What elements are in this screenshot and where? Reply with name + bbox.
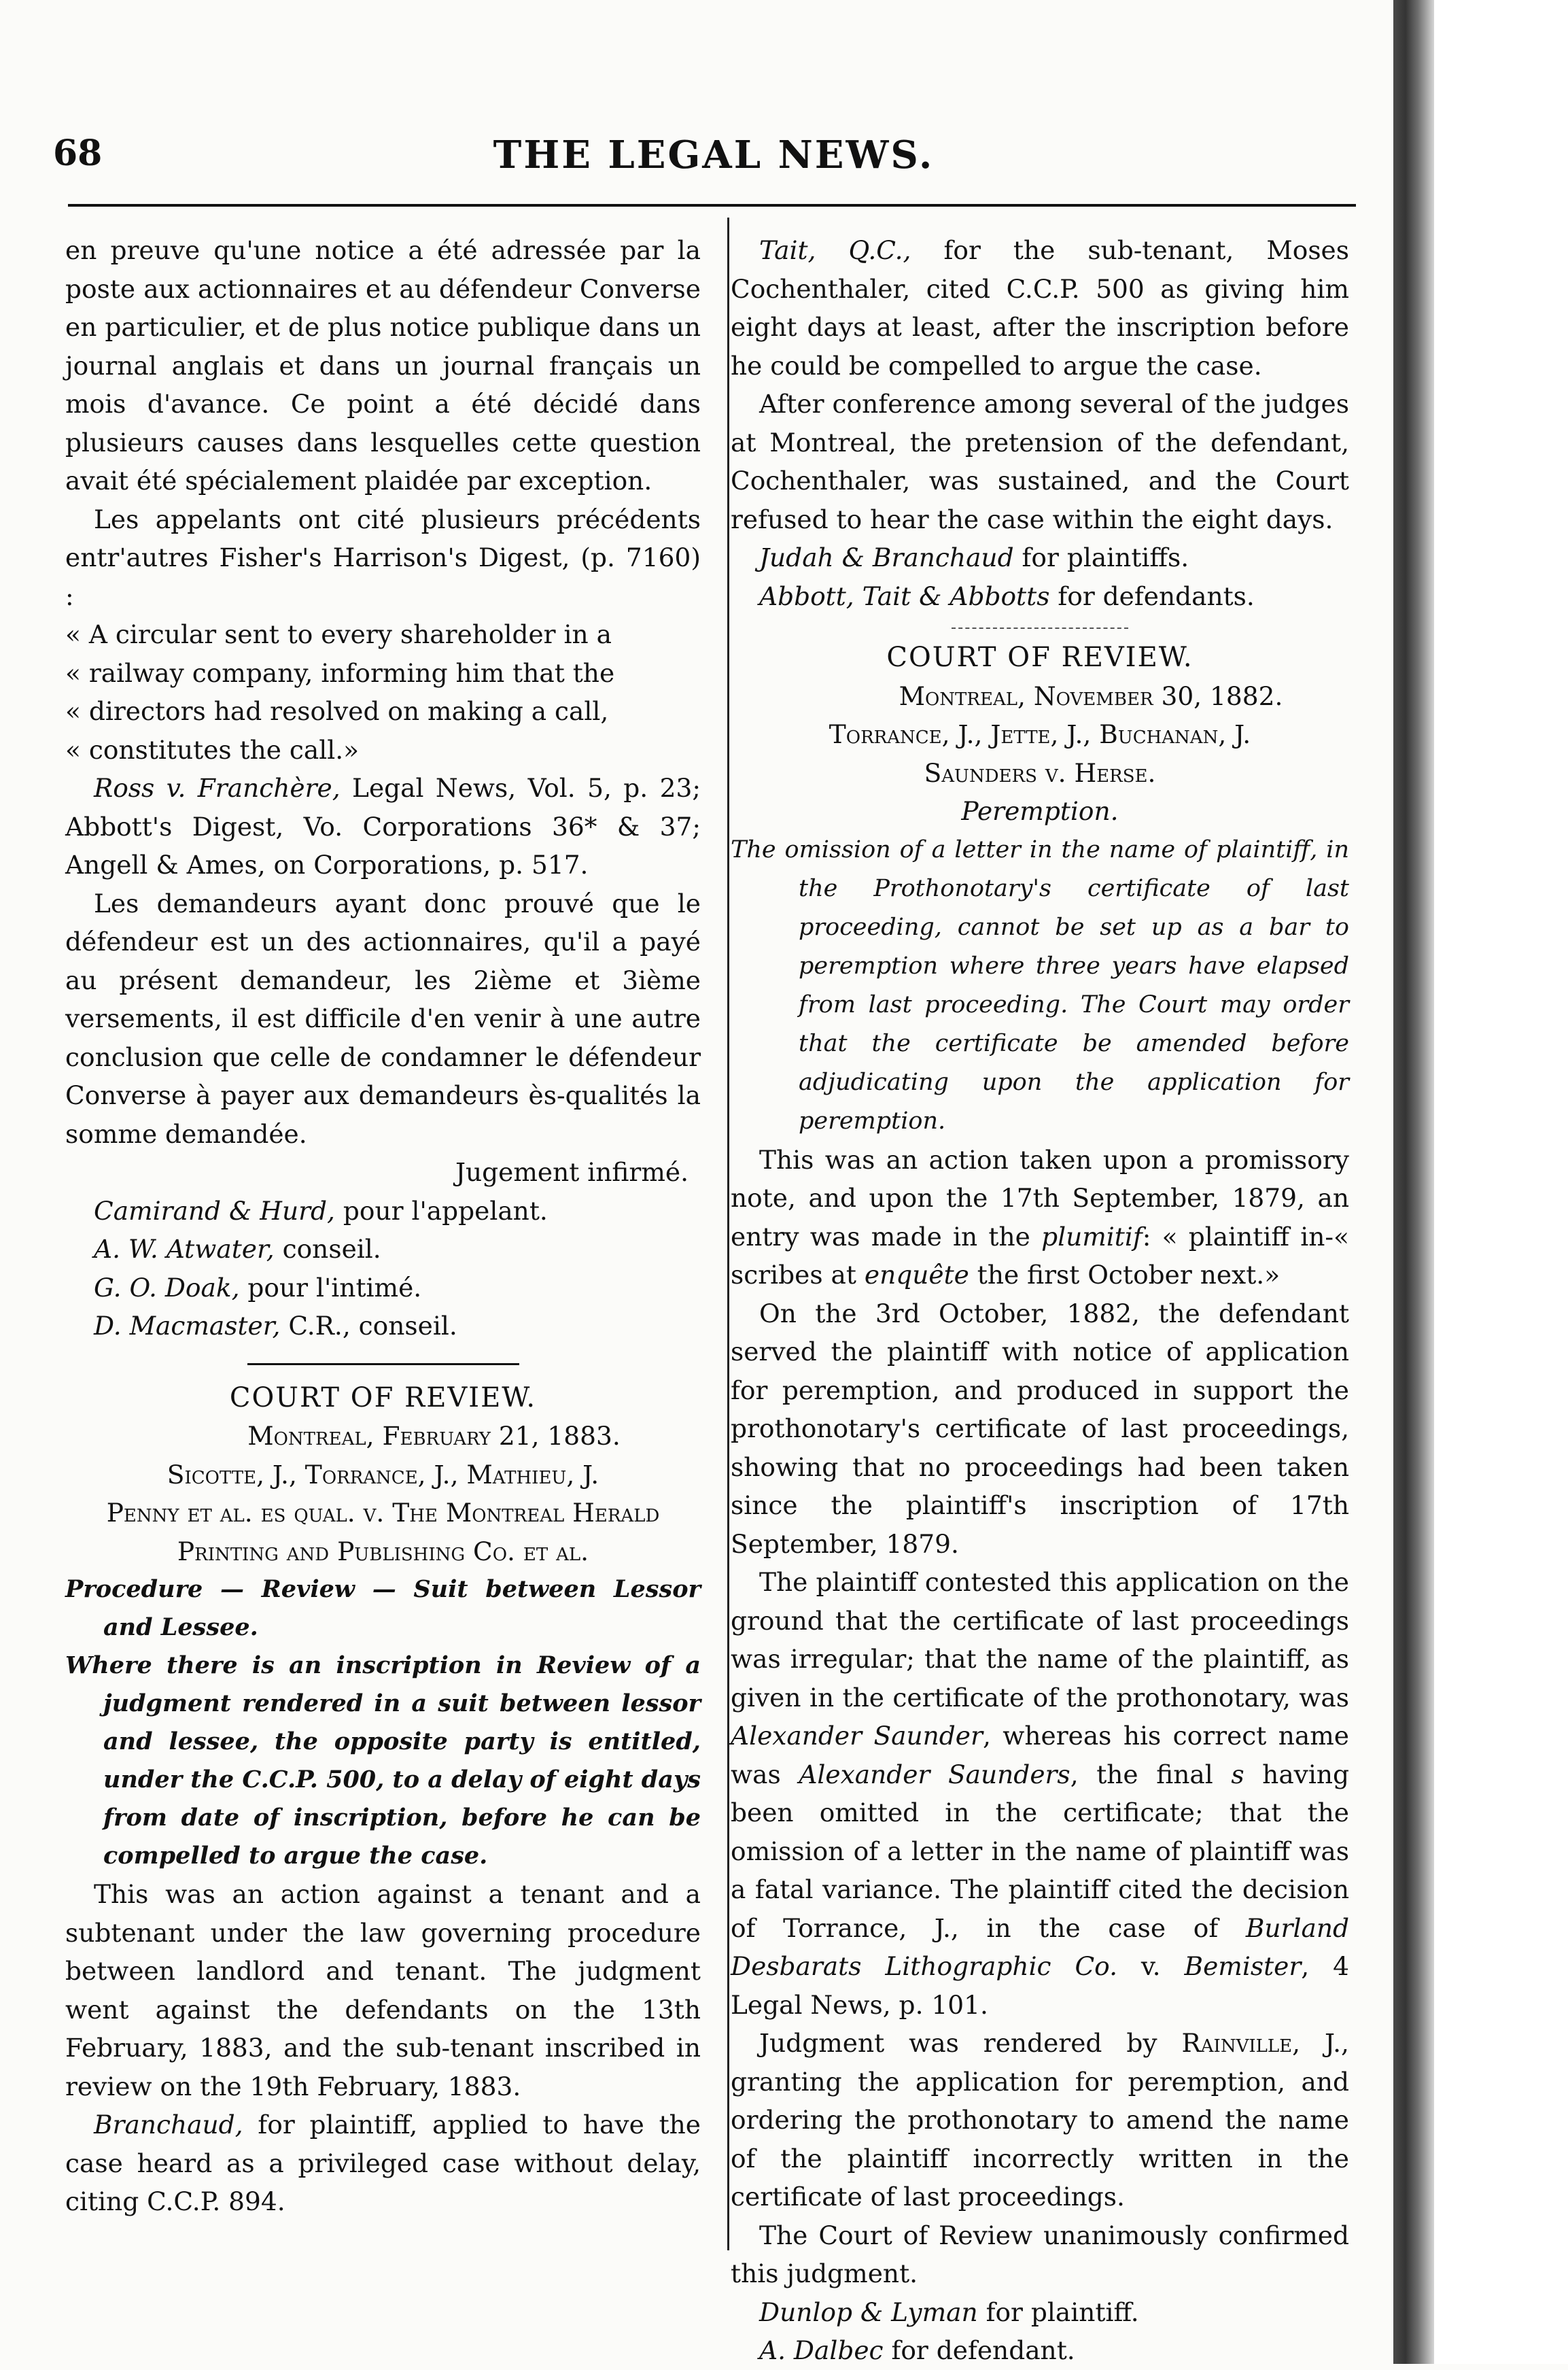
judgment-line: Jugement infirmé. (455, 1157, 689, 1187)
paragraph: The Court of Review unanimously confirmed this judgment. (731, 2220, 1349, 2288)
right-column (731, 231, 1349, 2370)
citation (65, 769, 701, 885)
paragraph: en preuve qu'une notice a été adressée par la poste aux actionnaires et au défendeur Converse en particulier, et de plus notice publique dans un journal anglais et dans un journal français un mois d'avance. Ce point a été décidé dans plusieurs causes dans lesquelles cette question avait été spécialement plaidée par exception. (65, 235, 701, 496)
place-date: Montreal, November 30, 1882. (899, 681, 1283, 711)
section-rule (952, 628, 1128, 629)
paragraph (731, 231, 1349, 385)
court-heading: COURT OF REVIEW. (886, 642, 1194, 673)
paragraph-text: for plaintiff, applied to have the case heard as a privileged case without delay, citing C.C.P. 894. (65, 2110, 701, 2216)
case-name: Ross v. Franchère, (94, 773, 341, 803)
court-heading: COURT OF REVIEW. (229, 1381, 537, 1413)
citation-text: Legal News, Vol. 5, p. 23; Abbott's Digest, Vo. Corporations 36* & 37; Angell & Ames, on Corporations, p. 517. (65, 773, 701, 880)
paragraph-text: for the sub-tenant, Moses Cochenthaler, cited C.C.P. 500 as giving him eight days at least, after the inscription before he could be compelled to argue the case. (731, 235, 1349, 381)
headnote: The omission of a letter in the name of plaintiff, in the Prothonotary's certificate of last proceeding, cannot be set up as a bar to peremption where three years have elapsed from last proceeding. The Court may order that the certificate be amended before adjudicating upon the application for peremption. (731, 836, 1349, 1135)
counsel-name: Branchaud, (94, 2110, 243, 2140)
paragraph-text: , whereas his correct name was (731, 1721, 1349, 1789)
page-number: 68 (53, 133, 103, 174)
paragraph-text: This was an action taken upon a promissory note, and upon the 17th September, 1879, an entry was made in the (731, 1144, 1349, 1252)
topics-line: Procedure — Review — Suit between Lessor and Lessee. (65, 1575, 701, 1641)
judge-name: Rainville (1181, 2028, 1293, 2058)
paragraph: This was an action against a tenant and a subtenant under the law governing procedure between landlord and tenant. The judgment went against the defendants on the 13th February, 1883, and the sub-tenant inscribed in review on the 19th February, 1883. (65, 1879, 701, 2101)
paragraph-text: v. (1117, 1951, 1185, 1981)
quotation (65, 615, 701, 769)
counsel-role: for plaintiff. (977, 2297, 1139, 2327)
paragraph (731, 2024, 1349, 2216)
counsel-role: for defendant. (883, 2335, 1075, 2365)
header-rule (68, 204, 1356, 207)
quote-line: « directors had resolved on making a call, (65, 696, 609, 726)
paragraph-text: , the final (1070, 1759, 1232, 1789)
paragraph: Les demandeurs ayant donc prouvé que le défendeur est un des actionnaires, qu'il a payé au présent demandeur, les 2ième et 3ième versements, il est difficile d'en venir à une autre conclusion que celle de condamner le défendeur Converse à payer aux demandeurs ès-qualités la somme demandée. (65, 888, 701, 1149)
italic-term: Alexander Saunders (799, 1759, 1070, 1789)
paragraph-text: : « plaintiff in-« scribes at (731, 1221, 1350, 1290)
counsel-line (65, 1269, 701, 1307)
italic-term: plumitif (1041, 1221, 1143, 1252)
counsel-name: A. Dalbec (759, 2335, 884, 2365)
paragraph: On the 3rd October, 1882, the defendant served the plaintiff with notice of application for peremption, and produced in support the prothonotary's certificate of last proceedings, showing that no proceedings had been taken since the plaintiff's inscription of 17th September, 1879. (731, 1298, 1349, 1559)
page-margin-right (1434, 0, 1568, 2364)
section-rule (247, 1363, 519, 1365)
counsel-role: conseil. (274, 1234, 381, 1264)
judges-line: Sicotte, J., Torrance, J., Mathieu, J. (167, 1459, 599, 1490)
counsel-name: G. O. Doak, (94, 1272, 240, 1303)
paragraph (731, 1563, 1349, 2024)
counsel-name: Camirand & Hurd, (94, 1195, 335, 1226)
counsel-role: pour l'intimé. (239, 1272, 422, 1303)
italic-term: Alexander Saunder (731, 1721, 983, 1751)
counsel-line (65, 1192, 701, 1231)
parties-line: Penny et al. es qual. v. The Montreal Herald Printing and Publishing Co. et al. (106, 1498, 660, 1566)
paragraph-text: having been omitted in the certificate; that the omission of a letter in the name of plaintiff was a fatal variance. The plaintiff cited the decision of Torrance, J., in the case of (731, 1759, 1350, 1943)
counsel-line (65, 1230, 701, 1269)
paragraph-text: Judgment was rendered by (759, 2028, 1182, 2058)
quote-line: « constitutes the call.» (65, 734, 360, 765)
counsel-role: for plaintiffs. (1013, 543, 1189, 572)
judges-line: Torrance, J., Jette, J., Buchanan, J. (829, 719, 1251, 749)
topic-line: Peremption. (961, 796, 1119, 826)
paragraph: Les appelants ont cité plusieurs précédents entr'autres Fisher's Harrison's Digest, (p. 7160) : (65, 504, 701, 611)
counsel-name: Abbott, Tait & Abbotts (759, 581, 1050, 611)
quote-line: « A circular sent to every shareholder in a (65, 619, 612, 649)
column-divider (727, 218, 729, 2250)
italic-term: s (1231, 1759, 1244, 1789)
scan-binding-edge (1393, 0, 1434, 2364)
italic-term: enquête (864, 1260, 969, 1290)
paragraph-text: , 4 Legal News, p. 101. (731, 1951, 1349, 2020)
counsel-name: Dunlop & Lyman (759, 2297, 978, 2327)
counsel-line (731, 2293, 1349, 2332)
counsel-name: Judah & Branchaud (759, 543, 1014, 572)
counsel-name: Tait, Q.C., (759, 235, 911, 265)
paragraph (65, 2106, 701, 2221)
counsel-name: A. W. Atwater, (94, 1234, 275, 1264)
paragraph: After conference among several of the judges at Montreal, the pretension of the defendant, Cochenthaler, was sustained, and the Court refused to hear the case within the eight days. (731, 389, 1349, 534)
case-name: Bemister (1184, 1951, 1302, 1981)
counsel-line (65, 1307, 701, 1345)
paragraph-text: , J., granting the application for peremption, and ordering the prothonotary to amend the name of the plaintiff incorrectly written in the certificate of last proceedings. (731, 2028, 1349, 2212)
counsel-list (65, 1192, 701, 1345)
paragraph-text: the first October next.» (969, 1260, 1280, 1290)
case-name: Burland Desbarats Lithographic Co. (731, 1912, 1349, 1981)
paragraph-text: The plaintiff contested this application on the ground that the certificate of last proceedings was irregular; that the name of the plaintiff, as given in the certificate of the prothonotary, was (731, 1567, 1349, 1713)
place-date: Montreal, February 21, 1883. (247, 1421, 621, 1451)
counsel-line (731, 2331, 1349, 2370)
parties-line: Saunders v. Herse. (924, 757, 1156, 788)
counsel-role: C.R., conseil. (280, 1311, 457, 1341)
left-column (65, 231, 701, 2221)
paragraph (731, 1141, 1349, 1294)
counsel-line (731, 538, 1349, 577)
running-head-title: THE LEGAL NEWS. (493, 133, 935, 177)
counsel-name: D. Macmaster, (94, 1311, 281, 1341)
quote-line: « railway company, informing him that the (65, 657, 615, 688)
counsel-line (731, 577, 1349, 616)
headnote: Where there is an inscription in Review of a judgment rendered in a suit between lessor and lessee, the opposite party is entitled, under the C.C.P. 500, to a delay of eight days from date of inscription, before he can be compelled to argue the case. (65, 1651, 701, 1870)
counsel-role: pour l'appelant. (334, 1195, 548, 1226)
counsel-role: for defendants. (1049, 581, 1255, 611)
